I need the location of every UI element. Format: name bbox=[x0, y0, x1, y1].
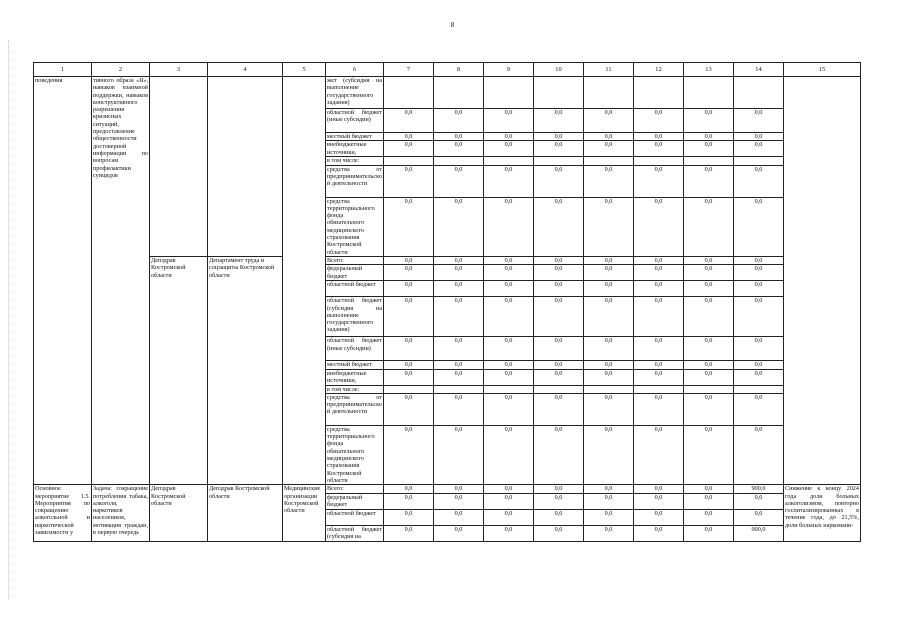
amount-cell: 0,0 bbox=[384, 369, 434, 385]
amount-cell bbox=[534, 385, 584, 393]
amount-cell: 0,0 bbox=[584, 165, 634, 197]
amount-cell bbox=[734, 77, 784, 109]
col-header: 15 bbox=[784, 63, 861, 77]
amount-cell: 0,0 bbox=[684, 361, 734, 369]
amount-cell: 0,0 bbox=[734, 393, 784, 425]
amount-cell: 0,0 bbox=[484, 141, 534, 157]
amount-cell: 0,0 bbox=[384, 525, 434, 541]
amount-cell: 0,0 bbox=[734, 109, 784, 133]
amount-cell bbox=[584, 385, 634, 393]
amount-cell: 0,0 bbox=[434, 256, 484, 264]
amount-cell: 0,0 bbox=[734, 141, 784, 157]
amount-cell: 0,0 bbox=[734, 369, 784, 385]
amount-cell: 0,0 bbox=[634, 393, 684, 425]
amount-cell: 0,0 bbox=[684, 165, 734, 197]
col-header: 13 bbox=[684, 63, 734, 77]
col-header: 5 bbox=[283, 63, 326, 77]
funding-source-cell: жет (субсидия на выполнение государственного задания) bbox=[326, 77, 384, 109]
funding-source-cell: внебюджетные источники, bbox=[326, 141, 384, 157]
col-header: 9 bbox=[484, 63, 534, 77]
amount-cell bbox=[384, 157, 434, 165]
amount-cell: 0,0 bbox=[434, 493, 484, 509]
amount-cell: 0,0 bbox=[734, 509, 784, 525]
amount-cell bbox=[484, 385, 534, 393]
table-row bbox=[34, 77, 861, 109]
amount-cell: 0,0 bbox=[434, 525, 484, 541]
task-cell: Задача: сокращение потребления табака, алкоголя, наркотиков населением, мотивация граждан, в первую очередь bbox=[92, 485, 150, 541]
amount-cell: 0,0 bbox=[684, 133, 734, 141]
amount-cell: 0,0 bbox=[734, 133, 784, 141]
amount-cell: 0,0 bbox=[584, 141, 634, 157]
amount-cell bbox=[484, 157, 534, 165]
indicator-cell bbox=[784, 77, 861, 485]
amount-cell: 0,0 bbox=[534, 361, 584, 369]
amount-cell: 0,0 bbox=[734, 361, 784, 369]
amount-cell: 0,0 bbox=[384, 133, 434, 141]
amount-cell: 0,0 bbox=[484, 297, 534, 337]
amount-cell: 0,0 bbox=[634, 109, 684, 133]
amount-cell: 0,0 bbox=[634, 525, 684, 541]
amount-cell: 0,0 bbox=[684, 141, 734, 157]
amount-cell: 0,0 bbox=[534, 337, 584, 361]
amount-cell: 0,0 bbox=[634, 337, 684, 361]
col-header: 1 bbox=[34, 63, 92, 77]
amount-cell: 0,0 bbox=[434, 109, 484, 133]
amount-cell: 0,0 bbox=[584, 425, 634, 484]
funding-source-cell: средства от предпринимательской деятельности bbox=[326, 165, 384, 197]
amount-cell bbox=[584, 157, 634, 165]
col-header: 6 bbox=[326, 63, 384, 77]
funding-source-cell: областной бюджет bbox=[326, 509, 384, 525]
amount-cell: 0,0 bbox=[434, 297, 484, 337]
funding-source-cell: средства территориального фонда обязательного медицинского страхования Костромской области bbox=[326, 425, 384, 484]
amount-cell bbox=[734, 157, 784, 165]
column-number-row bbox=[34, 63, 861, 77]
amount-cell: 0,0 bbox=[484, 525, 534, 541]
amount-cell bbox=[484, 77, 534, 109]
amount-cell: 0,0 bbox=[684, 393, 734, 425]
amount-cell: 0,0 bbox=[434, 361, 484, 369]
amount-cell: 0,0 bbox=[584, 493, 634, 509]
amount-cell: 0,0 bbox=[634, 256, 684, 264]
task-cell: тивного образа «Я», навыков взаимной поддержки, навыков конструктивного разрешения кризисных ситуаций, предоставление общественности достоверной информации по вопросам профилактики суицидов bbox=[92, 77, 150, 485]
amount-cell bbox=[634, 77, 684, 109]
amount-cell: 0,0 bbox=[684, 485, 734, 493]
amount-cell: 0,0 bbox=[684, 256, 734, 264]
amount-cell: 0,0 bbox=[734, 425, 784, 484]
amount-cell: 0,0 bbox=[484, 485, 534, 493]
amount-cell: 0,0 bbox=[634, 281, 684, 297]
amount-cell: 0,0 bbox=[434, 133, 484, 141]
funding-source-cell: средства от предпринимательской деятельности bbox=[326, 393, 384, 425]
amount-cell: 0,0 bbox=[634, 197, 684, 256]
amount-cell: 0,0 bbox=[534, 109, 584, 133]
amount-cell bbox=[534, 77, 584, 109]
amount-cell: 0,0 bbox=[634, 297, 684, 337]
col-header: 3 bbox=[150, 63, 208, 77]
amount-cell bbox=[684, 157, 734, 165]
amount-cell: 0,0 bbox=[434, 425, 484, 484]
amount-cell: 0,0 bbox=[684, 493, 734, 509]
funding-source-cell: областной бюджет (субсидия на выполнение государственного задания) bbox=[326, 297, 384, 337]
amount-cell: 0,0 bbox=[434, 197, 484, 256]
funding-source-cell: средства территориального фонда обязательного медицинского страхования Костромской области bbox=[326, 197, 384, 256]
amount-cell: 0,0 bbox=[684, 509, 734, 525]
amount-cell: 0,0 bbox=[634, 141, 684, 157]
amount-cell: 0,0 bbox=[634, 165, 684, 197]
amount-cell: 0,0 bbox=[734, 337, 784, 361]
amount-cell: 0,0 bbox=[534, 265, 584, 281]
page-number: 8 bbox=[450, 21, 455, 29]
amount-cell: 0,0 bbox=[484, 493, 534, 509]
amount-cell: 0,0 bbox=[384, 425, 434, 484]
amount-cell: 0,0 bbox=[634, 485, 684, 493]
amount-cell: 0,0 bbox=[384, 493, 434, 509]
amount-cell: 0,0 bbox=[534, 485, 584, 493]
amount-cell: 0,0 bbox=[484, 265, 534, 281]
amount-cell: 0,0 bbox=[484, 165, 534, 197]
amount-cell: 0,0 bbox=[384, 393, 434, 425]
amount-cell: 0,0 bbox=[684, 369, 734, 385]
amount-cell: 0,0 bbox=[584, 509, 634, 525]
amount-cell: 0,0 bbox=[734, 297, 784, 337]
amount-cell: 0,0 bbox=[684, 297, 734, 337]
amount-cell: 0,0 bbox=[534, 141, 584, 157]
amount-cell: 0,0 bbox=[684, 109, 734, 133]
amount-cell: 0,0 bbox=[534, 425, 584, 484]
amount-cell: 0,0 bbox=[584, 281, 634, 297]
amount-cell: 0,0 bbox=[584, 297, 634, 337]
amount-cell: 0,0 bbox=[734, 197, 784, 256]
amount-cell: 0,0 bbox=[484, 197, 534, 256]
table-row bbox=[34, 485, 861, 493]
scan-edge-line bbox=[8, 40, 9, 600]
amount-cell: 0,0 bbox=[734, 493, 784, 509]
amount-cell: 0,0 bbox=[584, 109, 634, 133]
amount-cell: 0,0 bbox=[484, 509, 534, 525]
amount-cell: 0,0 bbox=[484, 337, 534, 361]
amount-cell bbox=[584, 77, 634, 109]
amount-cell: 0,0 bbox=[634, 133, 684, 141]
activity-cell: Основное мероприятие 1.5. Мероприятия по сокращению алкогольной и наркотической зависимости у bbox=[34, 485, 92, 541]
col-header: 14 bbox=[734, 63, 784, 77]
executor-cell: Депздрав Костромской области bbox=[150, 485, 208, 541]
funding-source-cell: внебюджетные источники, bbox=[326, 369, 384, 385]
amount-cell: 0,0 bbox=[684, 281, 734, 297]
table-row bbox=[34, 256, 861, 264]
participant-cell bbox=[283, 77, 326, 485]
amount-cell: 0,0 bbox=[434, 485, 484, 493]
amount-cell: 0,0 bbox=[434, 165, 484, 197]
coexecutor-cell: Депздрав Костромской области bbox=[208, 485, 283, 541]
amount-cell: 0,0 bbox=[584, 525, 634, 541]
amount-cell: 0,0 bbox=[534, 165, 584, 197]
indicator-cell: Снижение к концу 2024 года доли больных алкоголизмом, повторно госпитализированных в течение года, до 21,5%, доли больных наркомани- bbox=[784, 485, 861, 541]
amount-cell: 0,0 bbox=[684, 337, 734, 361]
funding-source-cell: областной бюджет (субсидия на bbox=[327, 525, 382, 540]
amount-cell: 0,0 bbox=[534, 256, 584, 264]
amount-cell: 0,0 bbox=[434, 337, 484, 361]
amount-cell: 0,0 bbox=[384, 265, 434, 281]
amount-cell: 0,0 bbox=[384, 509, 434, 525]
amount-cell bbox=[634, 157, 684, 165]
col-header: 8 bbox=[434, 63, 484, 77]
amount-cell: 0,0 bbox=[584, 133, 634, 141]
col-header: 10 bbox=[534, 63, 584, 77]
amount-cell bbox=[384, 77, 434, 109]
amount-cell: 900,0 bbox=[734, 485, 784, 493]
col-header: 2 bbox=[92, 63, 150, 77]
amount-cell: 0,0 bbox=[434, 281, 484, 297]
amount-cell bbox=[434, 77, 484, 109]
amount-cell: 0,0 bbox=[434, 141, 484, 157]
funding-source-cell: Всего: bbox=[326, 485, 384, 493]
amount-cell: 0,0 bbox=[734, 281, 784, 297]
amount-cell: 0,0 bbox=[534, 525, 584, 541]
amount-cell bbox=[384, 385, 434, 393]
amount-cell: 0,0 bbox=[534, 493, 584, 509]
amount-cell: 0,0 bbox=[384, 337, 434, 361]
amount-cell: 0,0 bbox=[584, 265, 634, 281]
amount-cell: 0,0 bbox=[484, 393, 534, 425]
funding-source-cell: местный бюджет bbox=[326, 361, 384, 369]
amount-cell: 0,0 bbox=[384, 256, 434, 264]
amount-cell bbox=[634, 385, 684, 393]
amount-cell: 0,0 bbox=[534, 509, 584, 525]
amount-cell: 0,0 bbox=[434, 509, 484, 525]
funding-source-cell: в том числе: bbox=[326, 385, 384, 393]
amount-cell: 0,0 bbox=[684, 525, 734, 541]
amount-cell bbox=[684, 385, 734, 393]
amount-cell: 900,0 bbox=[734, 525, 784, 541]
amount-cell: 0,0 bbox=[534, 393, 584, 425]
amount-cell: 0,0 bbox=[384, 281, 434, 297]
program-activities-table bbox=[33, 62, 861, 542]
amount-cell: 0,0 bbox=[484, 109, 534, 133]
amount-cell bbox=[734, 385, 784, 393]
funding-source-cell: областной бюджет (иные субсидии) bbox=[326, 337, 384, 361]
amount-cell: 0,0 bbox=[384, 485, 434, 493]
funding-source-cell: областной бюджет bbox=[326, 281, 384, 297]
amount-cell: 0,0 bbox=[384, 197, 434, 256]
amount-cell: 0,0 bbox=[384, 141, 434, 157]
amount-cell: 0,0 bbox=[484, 361, 534, 369]
activity-cell: поведения bbox=[34, 77, 92, 485]
amount-cell: 0,0 bbox=[384, 361, 434, 369]
amount-cell: 0,0 bbox=[634, 425, 684, 484]
amount-cell: 0,0 bbox=[634, 361, 684, 369]
amount-cell: 0,0 bbox=[734, 165, 784, 197]
executor-cell bbox=[150, 77, 208, 257]
amount-cell: 0,0 bbox=[484, 369, 534, 385]
amount-cell: 0,0 bbox=[584, 369, 634, 385]
amount-cell: 0,0 bbox=[534, 297, 584, 337]
amount-cell: 0,0 bbox=[484, 425, 534, 484]
amount-cell: 0,0 bbox=[384, 109, 434, 133]
funding-source-cell: областной бюджет (иные субсидии) bbox=[326, 109, 384, 133]
coexecutor-cell bbox=[208, 77, 283, 257]
amount-cell bbox=[684, 77, 734, 109]
funding-source-cell: федеральный бюджет bbox=[326, 265, 384, 281]
amount-cell: 0,0 bbox=[584, 337, 634, 361]
amount-cell: 0,0 bbox=[734, 256, 784, 264]
funding-source-cell: Всего: bbox=[326, 256, 384, 264]
participant-cell: Медицинские организации Костромской области bbox=[283, 485, 326, 541]
amount-cell: 0,0 bbox=[684, 197, 734, 256]
amount-cell: 0,0 bbox=[434, 393, 484, 425]
amount-cell bbox=[434, 157, 484, 165]
amount-cell: 0,0 bbox=[684, 425, 734, 484]
amount-cell bbox=[534, 157, 584, 165]
col-header: 7 bbox=[384, 63, 434, 77]
amount-cell: 0,0 bbox=[584, 197, 634, 256]
amount-cell: 0,0 bbox=[484, 133, 534, 141]
amount-cell: 0,0 bbox=[534, 281, 584, 297]
amount-cell: 0,0 bbox=[484, 256, 534, 264]
amount-cell: 0,0 bbox=[634, 509, 684, 525]
amount-cell: 0,0 bbox=[434, 265, 484, 281]
funding-source-cell: в том числе: bbox=[326, 157, 384, 165]
amount-cell: 0,0 bbox=[584, 485, 634, 493]
amount-cell: 0,0 bbox=[634, 369, 684, 385]
amount-cell: 0,0 bbox=[634, 265, 684, 281]
amount-cell: 0,0 bbox=[434, 369, 484, 385]
executor-cell: Депздрав Костромской области bbox=[150, 256, 208, 484]
amount-cell: 0,0 bbox=[384, 165, 434, 197]
amount-cell: 0,0 bbox=[384, 297, 434, 337]
funding-source-cell: федеральный бюджет bbox=[326, 493, 384, 509]
col-header: 11 bbox=[584, 63, 634, 77]
amount-cell: 0,0 bbox=[684, 265, 734, 281]
amount-cell: 0,0 bbox=[634, 493, 684, 509]
amount-cell: 0,0 bbox=[484, 281, 534, 297]
amount-cell: 0,0 bbox=[584, 393, 634, 425]
amount-cell: 0,0 bbox=[534, 197, 584, 256]
col-header: 12 bbox=[634, 63, 684, 77]
amount-cell: 0,0 bbox=[584, 361, 634, 369]
amount-cell: 0,0 bbox=[584, 256, 634, 264]
amount-cell: 0,0 bbox=[534, 369, 584, 385]
col-header: 4 bbox=[208, 63, 283, 77]
coexecutor-cell: Департамент труда и соцзащиты Костромской области bbox=[208, 256, 283, 484]
amount-cell: 0,0 bbox=[734, 265, 784, 281]
funding-source-cell: местный бюджет bbox=[326, 133, 384, 141]
amount-cell: 0,0 bbox=[534, 133, 584, 141]
amount-cell bbox=[434, 385, 484, 393]
